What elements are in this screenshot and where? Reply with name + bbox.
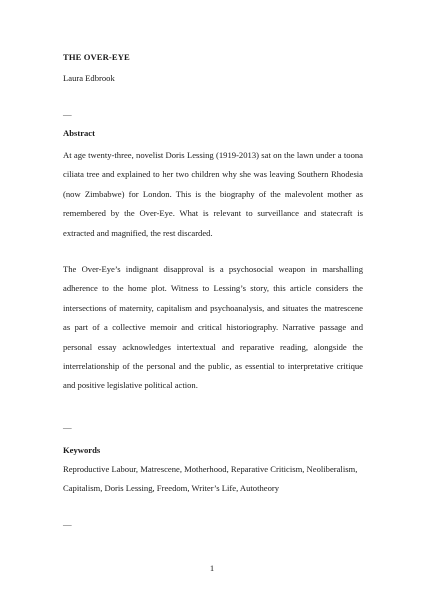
author-name: Laura Edbrook (63, 73, 115, 83)
keywords-heading: Keywords (63, 445, 101, 455)
keywords-list: Reproductive Labour, Matrescene, Motherhood, Reparative Criticism, Neoliberalism, Capitalism, Doris Lessing, Freedom, Writer’s Life, Autotheory (63, 464, 358, 494)
section-separator: — (63, 519, 72, 529)
page-number: 1 (209, 563, 215, 573)
section-separator: — (63, 422, 72, 432)
abstract-heading: Abstract (63, 128, 95, 138)
article-title: THE OVER-EYE (63, 52, 130, 62)
section-separator: — (63, 109, 72, 119)
abstract-paragraph: The Over-Eye’s indignant disapproval is a psychosocial weapon in marshalling adherence to the home plot. Witness to Lessing’s story, this article considers the intersections of maternity, capitalism and psychoanalysis, and situates the matrescene as part of a collective memoir and critical historiography. Narrative passage and personal essay acknowledges intertextual and reparative reading, alongside the interrelationship of the personal and the public, as essential to interpretative critique and positive legislative political action. (63, 264, 363, 391)
abstract-paragraph: At age twenty-three, novelist Doris Lessing (1919-2013) sat on the lawn under a toona ciliata tree and explained to her two children why she was leaving Southern Rhodesia (now Zimbabwe) for London. This is the biography of the malevolent mother as remembered by the Over-Eye. What is relevant to surveillance and statecraft is extracted and magnified, the rest discarded. (63, 150, 363, 238)
